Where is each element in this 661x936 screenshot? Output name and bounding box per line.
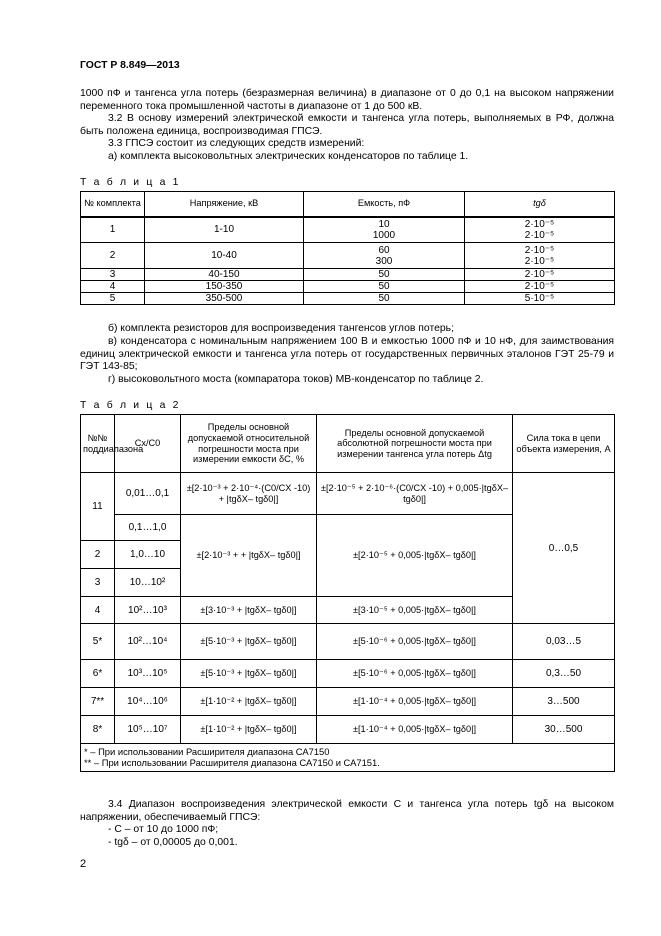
- table-row: [81, 473, 615, 515]
- t2-cell-capacitance-error: ±[2·10⁻³ + + |tgδX– tgδ0|]: [181, 515, 317, 597]
- t1-cell-tg: 2·10⁻⁵: [465, 269, 615, 281]
- paragraph-item-v: в) конденсатора с номинальным напряжением 100 В и емкостью 1000 пФ и 10 нФ, для заимствования единиц электрической емкости и тангенса угла потерь от государственных первичных эталонов ГЭТ 25-79 и ГЭТ 143-85;: [80, 336, 614, 373]
- t1-header-voltage: Напряжение, кВ: [145, 192, 304, 217]
- t2-cell-capacitance-error: ±[3·10⁻³ + |tgδX– tgδ0|]: [181, 597, 317, 624]
- t2-cell-range: 11: [81, 473, 115, 541]
- footnote: ** – При использовании Расширителя диапазона СА7150 и СА7151.: [84, 757, 380, 768]
- table-row: [81, 688, 615, 716]
- t2-cell-range: 8*: [81, 716, 115, 744]
- t2-cell-tangent-error: ±[3·10⁻⁵ + 0,005·|tgδX– tgδ0|]: [317, 597, 513, 624]
- t2-cell-tangent-error: ±[5·10⁻⁶ + 0,005·|tgδX– tgδ0|]: [317, 624, 513, 660]
- table-row: [81, 660, 615, 688]
- table-1-caption: Т а б л и ц а 1: [80, 177, 181, 188]
- t2-cell-capacitance-error: ±[1·10⁻² + |tgδX– tgδ0|]: [181, 688, 317, 716]
- t2-cell-range: 4: [81, 597, 115, 624]
- page-number: 2: [80, 858, 87, 870]
- t1-cell-voltage: 1-10: [145, 217, 304, 243]
- t1-cell-capacity: 60 300: [304, 243, 465, 269]
- table-row: [81, 217, 615, 243]
- t2-header-range: №№ поддиапазона: [81, 415, 115, 473]
- t2-cell-cx-c0: 10⁵…10⁷: [115, 716, 181, 744]
- t2-cell-cx-c0: 10⁴…10⁶: [115, 688, 181, 716]
- t1-cell-num: 4: [81, 281, 145, 293]
- t2-footnotes: [81, 744, 615, 772]
- table-1: [80, 191, 615, 305]
- t2-cell-current: 0,03…5: [513, 624, 615, 660]
- t1-cell-capacity: 50: [304, 281, 465, 293]
- t1-header-num: № комплекта: [81, 192, 145, 217]
- t2-cell-cx-c0: 10…10²: [115, 569, 181, 597]
- table-row: [81, 716, 615, 744]
- t2-header-capacitance-error: Пределы основной допускаемой относительной погрешности моста при измерении емкости δC, %: [181, 415, 317, 473]
- t2-cell-capacitance-error: ±[5·10⁻³ + |tgδX– tgδ0|]: [181, 660, 317, 688]
- t2-cell-cx-c0: 1,0…10: [115, 541, 181, 569]
- t1-cell-voltage: 150-350: [145, 281, 304, 293]
- t2-cell-cx-c0: 10³…10⁵: [115, 660, 181, 688]
- t1-cell-capacity: 50: [304, 269, 465, 281]
- t2-cell-capacitance-error: ±[1·10⁻² + |tgδX– tgδ0|]: [181, 716, 317, 744]
- table-row: [81, 281, 615, 293]
- t1-cell-num: 5: [81, 293, 145, 305]
- t2-cell-cx-c0: 0,1…1,0: [115, 515, 181, 541]
- t1-cell-tg: 5·10⁻⁵: [465, 293, 615, 305]
- t2-cell-capacitance-error: ±[2·10⁻³ + 2·10⁻⁴·(C0/CX -10) + |tgδX– tgδ0|]: [181, 473, 317, 515]
- paragraph-range-c: - С – от 10 до 1000 пФ;: [108, 824, 219, 835]
- t1-header-tg: tgδ: [465, 192, 615, 217]
- t2-cell-range: 7**: [81, 688, 115, 716]
- t1-header-capacity: Емкость, пФ: [304, 192, 465, 217]
- paragraph-3-3: 3.3 ГПСЭ состоит из следующих средств измерений:: [108, 138, 365, 149]
- paragraph-item-b: б) комплекта резисторов для воспроизведения тангенсов углов потерь;: [108, 323, 454, 334]
- t2-cell-current: 0…0,5: [513, 473, 615, 624]
- t1-cell-tg: 2·10⁻⁵ 2·10⁻⁵: [465, 217, 615, 243]
- paragraph-range-tg: - tgδ – от 0,00005 до 0,001.: [108, 837, 238, 848]
- t1-cell-voltage: 10-40: [145, 243, 304, 269]
- t2-cell-current: 30…500: [513, 716, 615, 744]
- paragraph-3-2: 3.2 В основу измерений электрической емкости и тангенса угла потерь, выполняемых в РФ, должна быть положена единица, воспроизводимая ГПСЭ.: [80, 113, 614, 137]
- t2-cell-cx-c0: 10²…10⁴: [115, 624, 181, 660]
- paragraph-item-a: а) комплекта высоковольтных электрических конденсаторов по таблице 1.: [108, 151, 469, 162]
- document-header: ГОСТ Р 8.849—2013: [80, 60, 180, 71]
- t1-cell-num: 3: [81, 269, 145, 281]
- t1-cell-tg: 2·10⁻⁵ 2·10⁻⁵: [465, 243, 615, 269]
- t2-cell-tangent-error: ±[2·10⁻⁵ + 2·10⁻⁶·(C0/CX -10) + 0,005·|tgδX– tgδ0|]: [317, 473, 513, 515]
- table-row: [81, 293, 615, 305]
- t1-cell-capacity: 10 1000: [304, 217, 465, 243]
- t2-header-tangent-error: Пределы основной допускаемой абсолютной погрешности моста при измерении тангенса угла потерь Δtg: [317, 415, 513, 473]
- footnote: * – При использовании Расширителя диапазона СА7150: [84, 746, 330, 757]
- t2-cell-capacitance-error: ±[5·10⁻³ + |tgδX– tgδ0|]: [181, 624, 317, 660]
- table-row: [81, 624, 615, 660]
- t2-cell-range: 6*: [81, 660, 115, 688]
- t2-header-current: Сила тока в цепи объекта измерения, А: [513, 415, 615, 473]
- t2-cell-current: 0,3…50: [513, 660, 615, 688]
- table-2-caption: Т а б л и ц а 2: [80, 400, 181, 411]
- table-row: [81, 269, 615, 281]
- table-2: [80, 414, 615, 772]
- paragraph-3-4: 3.4 Диапазон воспроизведения электрической емкости С и тангенса угла потерь tgδ на высоком напряжении, обеспечиваемый ГПСЭ:: [80, 799, 614, 823]
- t1-cell-capacity: 50: [304, 293, 465, 305]
- t2-cell-range: 3: [81, 569, 115, 597]
- paragraph-continuation: 1000 пФ и тангенса угла потерь (безразмерная величина) в диапазоне от 0 до 0,1 на высоком напряжении переменного тока промышленной частоты в диапазоне от 1 до 500 кВ.: [80, 88, 614, 112]
- t2-cell-tangent-error: ±[1·10⁻⁴ + 0,005·|tgδX– tgδ0|]: [317, 688, 513, 716]
- t2-cell-cx-c0: 10²…10³: [115, 597, 181, 624]
- t1-cell-voltage: 40-150: [145, 269, 304, 281]
- t1-cell-num: 2: [81, 243, 145, 269]
- t1-cell-tg: 2·10⁻⁵: [465, 281, 615, 293]
- t2-header-cx-c0: Cx/C0: [115, 415, 181, 473]
- t2-cell-cx-c0: 0,01…0,1: [115, 473, 181, 515]
- t2-cell-tangent-error: ±[5·10⁻⁶ + 0,005·|tgδX– tgδ0|]: [317, 660, 513, 688]
- table-row: [81, 243, 615, 269]
- t2-cell-range: 5*: [81, 624, 115, 660]
- t1-cell-num: 1: [81, 217, 145, 243]
- t2-cell-range: 2: [81, 541, 115, 569]
- t2-cell-current: 3…500: [513, 688, 615, 716]
- paragraph-item-g: г) высоковольтного моста (компаратора токов) МВ-конденсатор по таблице 2.: [108, 374, 484, 385]
- t1-cell-voltage: 350-500: [145, 293, 304, 305]
- t2-cell-tangent-error: ±[1·10⁻⁴ + 0,005·|tgδX– tgδ0|]: [317, 716, 513, 744]
- t2-cell-tangent-error: ±[2·10⁻⁵ + 0,005·|tgδX– tgδ0|]: [317, 515, 513, 597]
